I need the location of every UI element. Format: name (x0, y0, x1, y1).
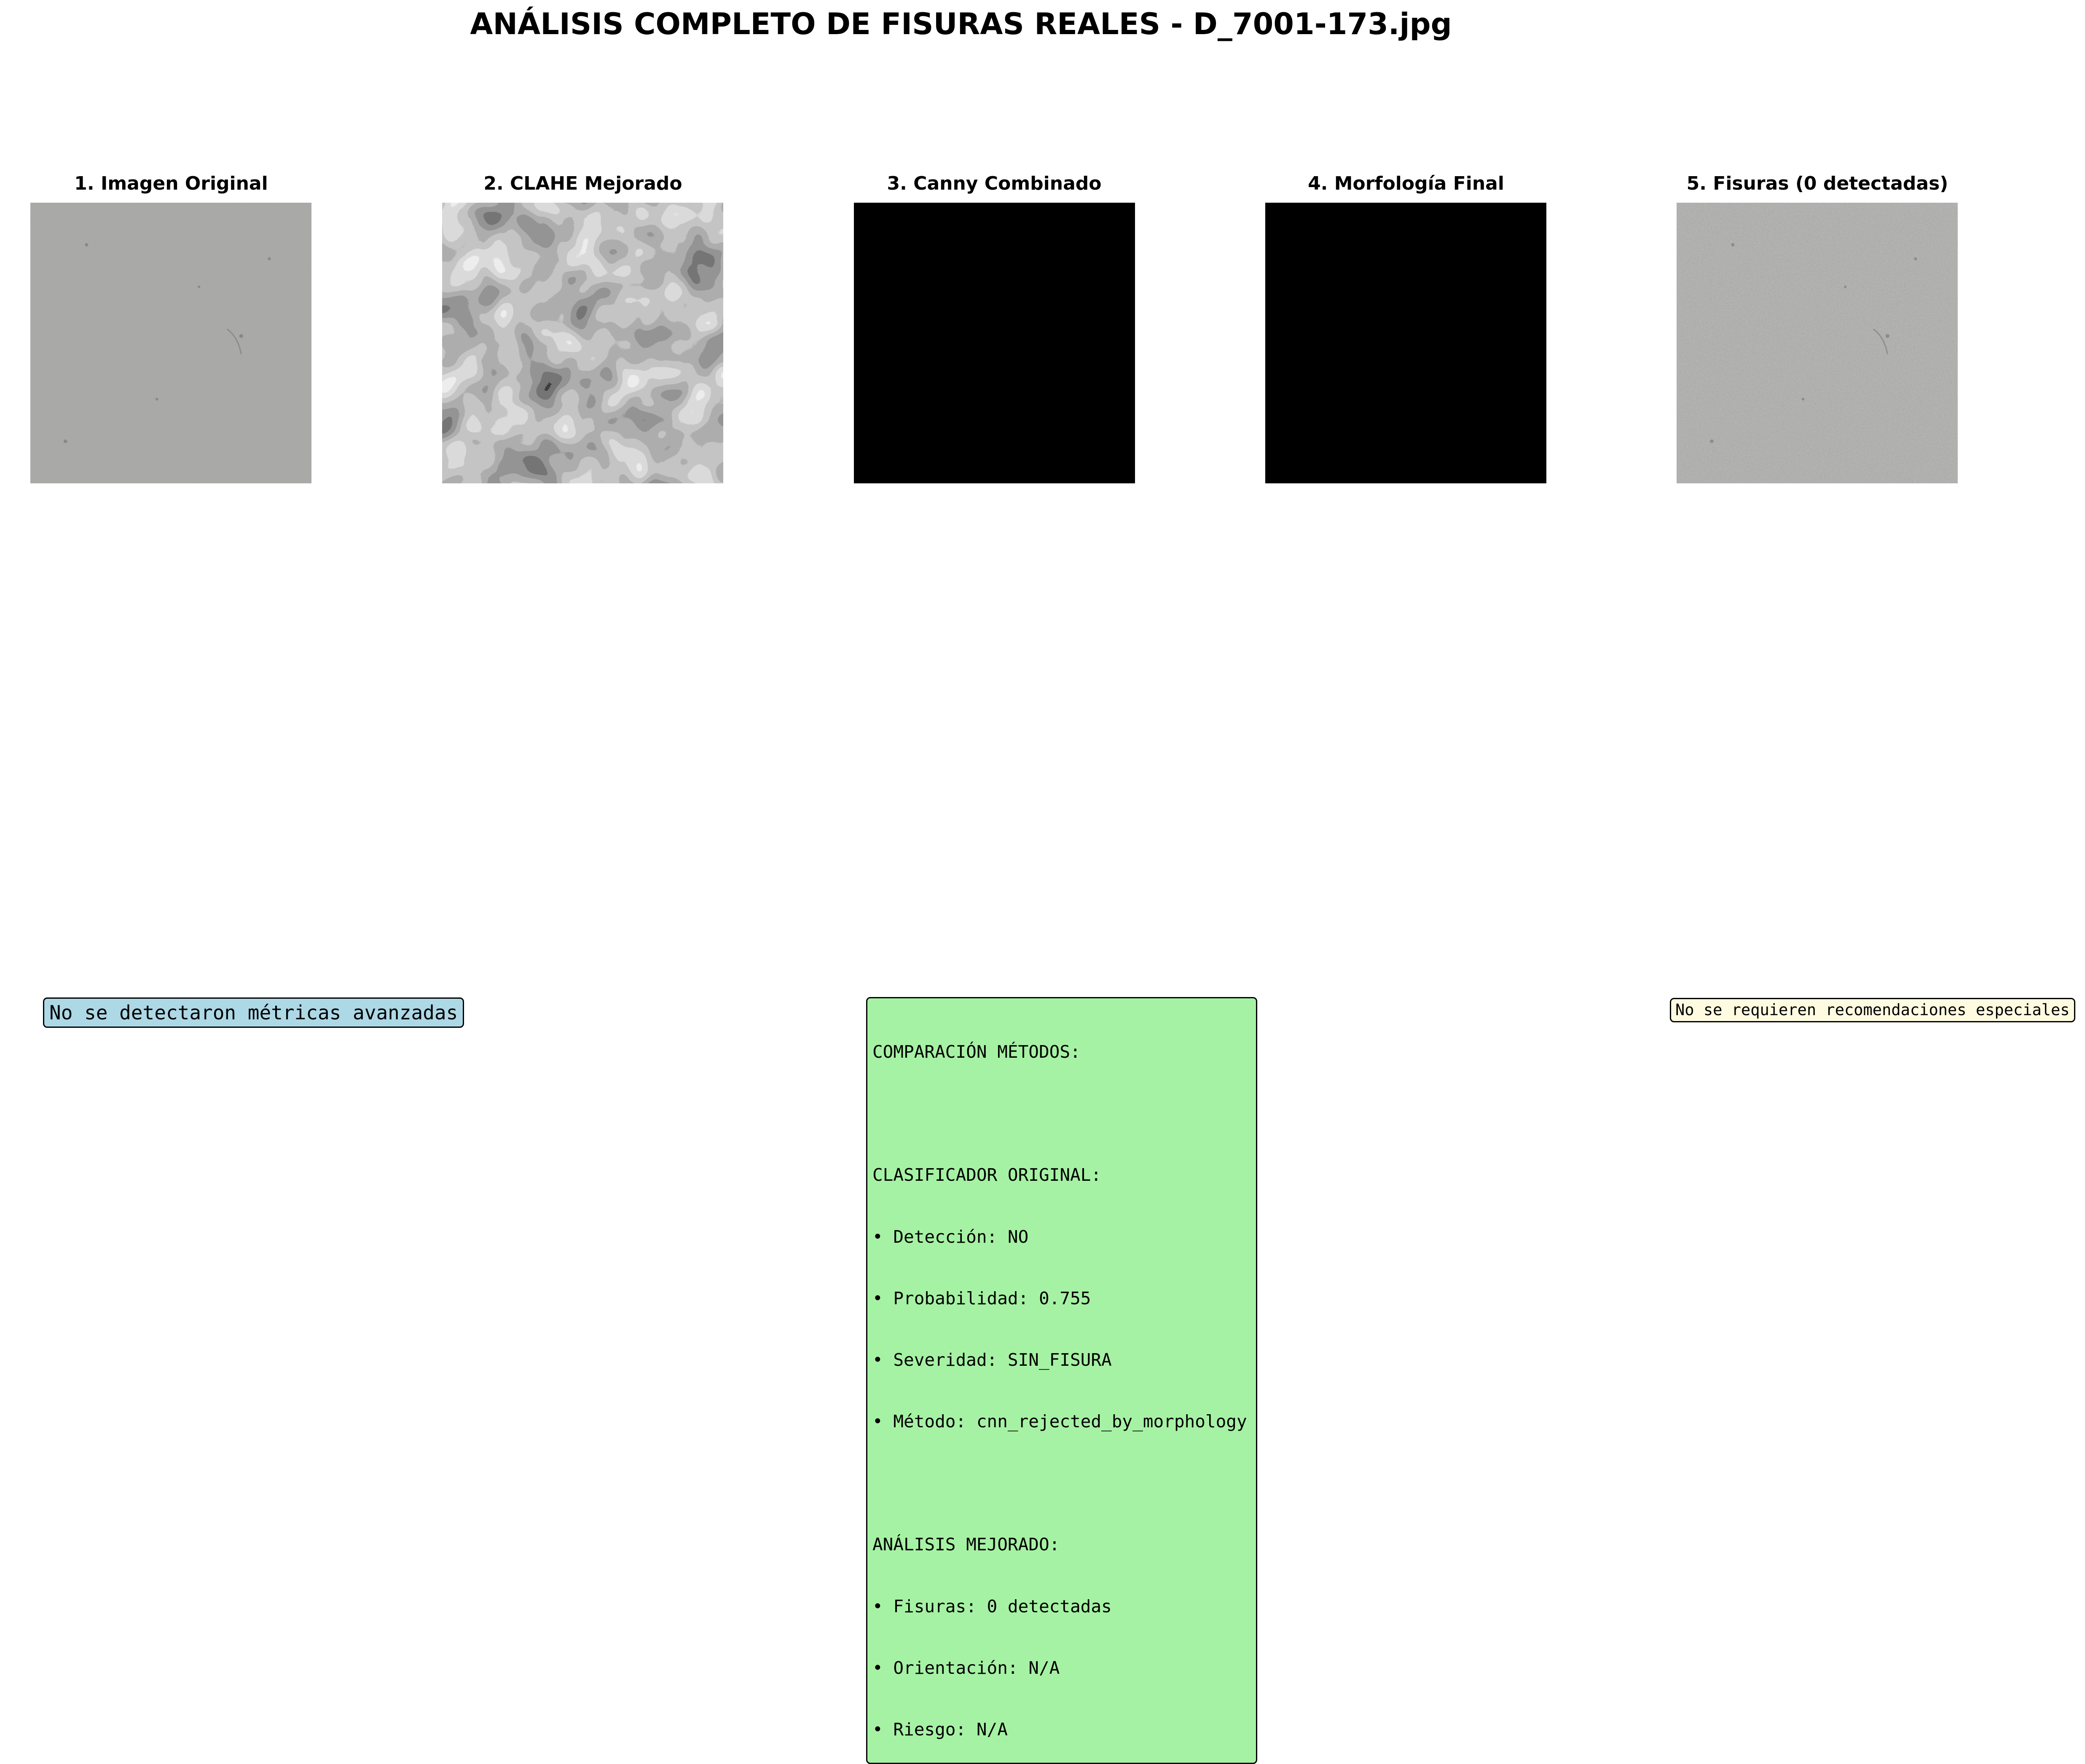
panel-title-original: 1. Imagen Original (74, 173, 268, 194)
comparison-line (872, 1103, 1251, 1124)
clahe-image (442, 203, 723, 483)
comparison-line: • Orientación: N/A (872, 1657, 1060, 1678)
panel-title-cracks: 5. Fisuras (0 detectadas) (1686, 173, 1948, 194)
panel-title-canny: 3. Canny Combinado (887, 173, 1102, 194)
figure-title: ANÁLISIS COMPLETO DE FISURAS REALES - D_7001-173.jpg (470, 7, 1452, 41)
comparison-line: CLASIFICADOR ORIGINAL: (872, 1165, 1102, 1185)
comparison-line: • Detección: NO (872, 1226, 1029, 1247)
comparison-line: • Severidad: SIN_FISURA (872, 1349, 1112, 1370)
comparison-line: COMPARACIÓN MÉTODOS: (872, 1042, 1081, 1062)
comparison-line: • Probabilidad: 0.755 (872, 1288, 1091, 1308)
morphology-image (1265, 203, 1546, 483)
comparison-line (872, 1473, 1251, 1493)
comparison-line: • Riesgo: N/A (872, 1719, 1008, 1740)
panel-title-clahe: 2. CLAHE Mejorado (483, 173, 682, 194)
canny-image (854, 203, 1135, 483)
comparison-line: ANÁLISIS MEJORADO: (872, 1534, 1060, 1555)
cracks-image (1677, 203, 1958, 483)
original-image (30, 203, 311, 483)
metrics-box: No se detectaron métricas avanzadas (43, 997, 464, 1028)
comparison-line: • Fisuras: 0 detectadas (872, 1596, 1112, 1617)
recommendations-box: No se requieren recomendaciones especiales (1670, 998, 2075, 1022)
comparison-line: • Método: cnn_rejected_by_morphology (872, 1411, 1247, 1432)
comparison-box (866, 997, 1257, 1764)
panel-title-morphology: 4. Morfología Final (1308, 173, 1504, 194)
